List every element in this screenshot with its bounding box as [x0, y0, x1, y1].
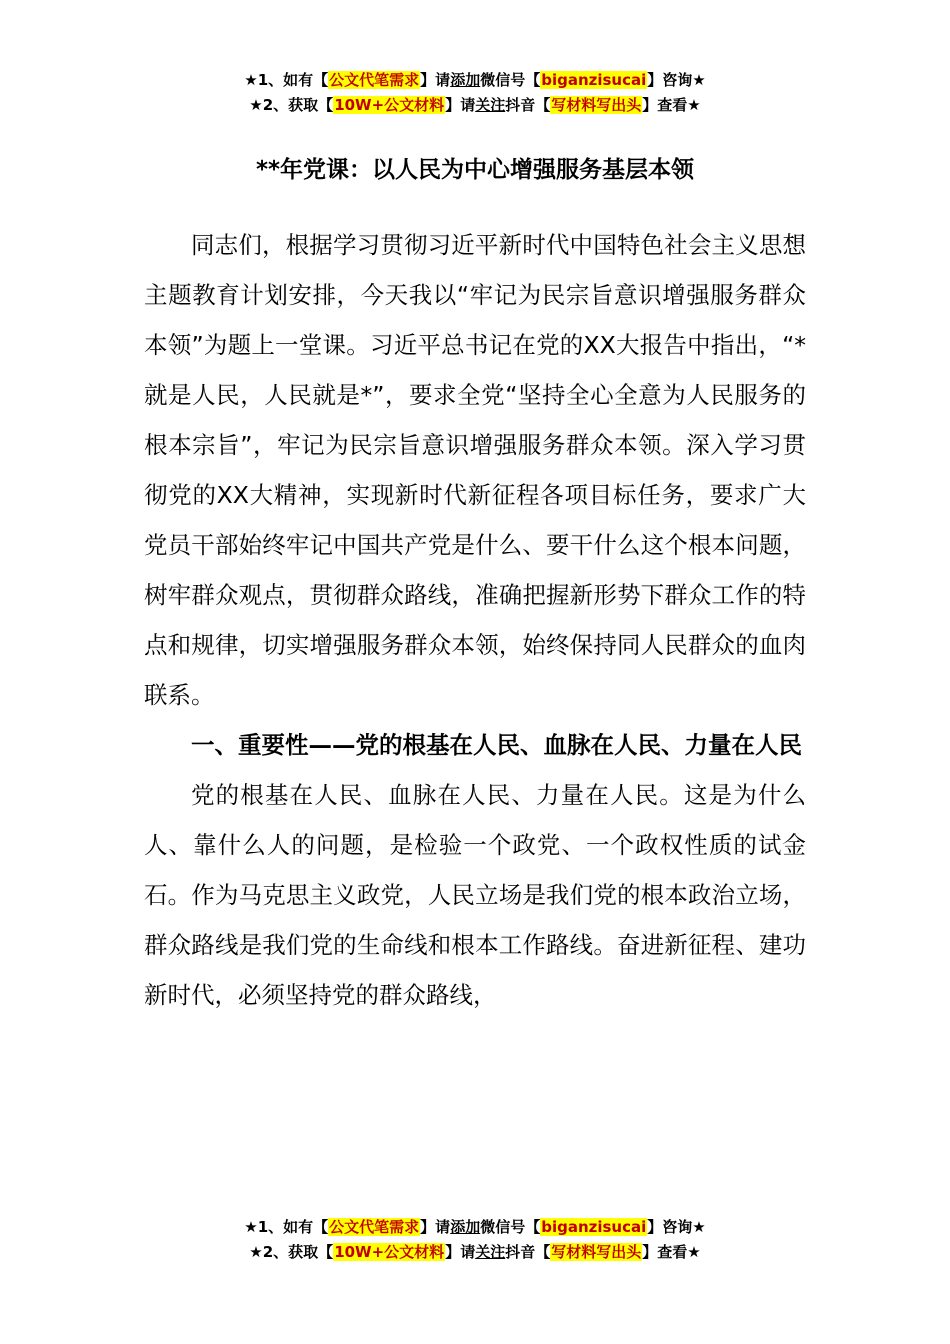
banner-text: ★1、如有【 [244, 71, 329, 89]
banner-text: 】查看★ [642, 1243, 701, 1261]
banner-highlight: 10W+公文材料 [334, 96, 445, 114]
banner-underlined-text: 添加 [450, 1218, 481, 1236]
body-paragraph: 党的根基在人民、血脉在人民、力量在人民。这是为什么人、靠什么人的问题，是检验一个政党、一个政权性质的试金石。作为马克思主义政党，人民立场是我们党的根本政治立场，群众路线是我们党的生命线和根本工作路线。奋进新征程、建功新时代，必须坚持党的群众路线， [144, 781, 806, 1009]
header-banner [0, 68, 950, 118]
banner-highlight: biganzisucai [541, 1218, 647, 1236]
banner-text: 抖音【 [505, 1243, 551, 1261]
banner-line-2 [0, 93, 950, 118]
banner-text: 微信号【 [480, 1218, 541, 1236]
banner-line-1 [0, 1215, 950, 1240]
banner-text: 】咨询★ [647, 71, 706, 89]
banner-text: 】查看★ [642, 96, 701, 114]
banner-underlined-text: 关注 [475, 1243, 506, 1261]
footer-banner [0, 1215, 950, 1265]
banner-highlight: 10W+公文材料 [334, 1243, 445, 1261]
document-title: **年党课：以人民为中心增强服务基层本领 [255, 157, 695, 183]
banner-text: 】请 [445, 96, 476, 114]
body-paragraph: 同志们，根据学习贯彻习近平新时代中国特色社会主义思想主题教育计划安排，今天我以“牢记为民宗旨意识增强服务群众本领”为题上一堂课。习近平总书记在党的XX大报告中指出，“*就是人民，人民就是*”，要求全党“坚持全心全意为人民服务的根本宗旨”，牢记为民宗旨意识增强服务群众本领。深入学习贯彻党的XX大精神，实现新时代新征程各项目标任务，要求广大党员干部始终牢记中国共产党是什么、要干什么这个根本问题，树牢群众观点，贯彻群众路线，准确把握新形势下群众工作的特点和规律，切实增强服务群众本领，始终保持同人民群众的血肉联系。 [144, 231, 806, 709]
section-heading: 一、重要性——党的根基在人民、血脉在人民、力量在人民 [191, 731, 802, 759]
banner-text: 】请 [420, 1218, 451, 1236]
banner-text: 微信号【 [480, 71, 541, 89]
document-body [144, 220, 806, 1020]
banner-underlined-text: 添加 [450, 71, 481, 89]
banner-highlight: 公文代笔需求 [329, 1218, 420, 1236]
banner-text: 】请 [445, 1243, 476, 1261]
banner-underlined-text: 关注 [475, 96, 506, 114]
banner-line-2 [0, 1240, 950, 1265]
banner-text: ★2、获取【 [249, 96, 334, 114]
banner-text: ★2、获取【 [249, 1243, 334, 1261]
banner-line-1 [0, 68, 950, 93]
banner-text: ★1、如有【 [244, 1218, 329, 1236]
banner-text: 】咨询★ [647, 1218, 706, 1236]
banner-text: 】请 [420, 71, 451, 89]
banner-highlight: 写材料写出头 [551, 1243, 642, 1261]
banner-highlight: 公文代笔需求 [329, 71, 420, 89]
banner-highlight: biganzisucai [541, 71, 647, 89]
banner-highlight: 写材料写出头 [551, 96, 642, 114]
banner-text: 抖音【 [505, 96, 551, 114]
